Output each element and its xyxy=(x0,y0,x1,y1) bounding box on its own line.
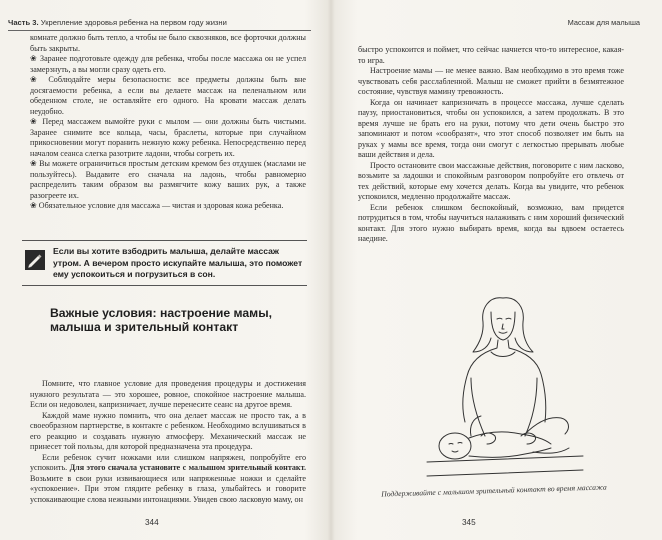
paragraph: Просто остановите свои массажные действия, поговорите с ним ласково, возьмите за ладошки и спокойным разговором попробуйте его отвлечь от тех действий, которые ему хочется делать. Когда вы увидите, что ребенок успокоился, медленно продолжайте массаж. xyxy=(358,160,624,201)
paragraph: Настроение мамы — не менее важно. Вам необходимо в это время тоже чувствовать себя расслабленной. Малыш не сможет прийти в безмятежное состояние, чувствуя мамину тревожность. xyxy=(358,66,624,96)
left-page xyxy=(0,0,330,540)
paragraph xyxy=(30,453,306,506)
paragraph: Если ребенок слишком беспокойный, возможно, вам придется потрудиться в том, чтобы научиться налаживать с ним хороший физический контакт. Для этого нужно выбирать время, когда вы вдвоем остаетесь наедине. xyxy=(358,202,624,243)
paragraph-end: Возьмите в свои руки извивающиеся или напряженные ножки и сделайте «успокоение». При этом глядите ребенку в глаза, улыбайтесь и говорите успокаивающие слова нежными интонациями. Увидев свою ласковую маму, он xyxy=(30,473,306,504)
part-title: Укрепление здоровья ребенка на первом году жизни xyxy=(40,18,227,27)
bullet-paragraph: ❀ Соблюдайте меры безопасности: все предметы должны быть вне досягаемости ребенка, а если вы делаете массаж на пеленальном или обеденном столе, не оставляйте его одного. На кровати массаж делать неудобно. xyxy=(30,75,306,116)
running-header-right: Массаж для малыша xyxy=(567,18,640,27)
right-text xyxy=(358,45,624,245)
paragraph: быстро успокоится и поймет, что сейчас начнется что-то интересное, какая-то игра. xyxy=(358,45,624,65)
paragraph: Каждой маме нужно помнить, что она делает массаж не просто так, а в своеобразном партнерстве, в контакте с ребенком. Необходимо вслушиваться в его реакцию и создавать нужную атмосферу. Механический массаж не принесет той пользы, для которой предназначена эта процедура. xyxy=(30,410,306,451)
tip-text: Если вы хотите взбодрить малыша, делайте массаж утром. А вечером просто искупайте малыша, это поможет ему успокоиться и погрузиться в сон. xyxy=(53,246,303,279)
mother-baby-illustration xyxy=(425,286,585,491)
page-number-left: 344 xyxy=(145,518,159,527)
figure-caption: Поддерживайте с малышом зрительный контакт во время массажа xyxy=(381,482,607,499)
header-rule xyxy=(8,30,311,31)
part-label: Часть 3. xyxy=(8,18,39,27)
bullet-paragraph: ❀ Обязательное условие для массажа — чистая и здоровая кожа ребенка. xyxy=(30,201,284,210)
running-header-left xyxy=(8,18,308,27)
emphasis: Для этого сначала установите с малышом зрительный контакт. xyxy=(69,463,306,472)
paragraph: комнате должно быть тепло, а чтобы не было сквозняков, все форточки должны быть закрыты. xyxy=(30,33,306,53)
pencil-icon xyxy=(24,249,46,271)
left-text-bottom xyxy=(30,379,306,505)
paragraph: Когда он начинает капризничать в процессе массажа, лучше сделать паузу, приостановиться, чтобы он успокоился, а затем продолжать. В это время лучше не брать его на руки, потому что дети очень быстро это запоминают и потом «сообразят», что этот способ позволяет им быть на руках у мамы все время, тогда они смогут с легкостью прерывать любые ваши действия и дела. xyxy=(358,97,624,159)
bullet-paragraph: ❀ Вы можете ограничиться простым детским кремом без отдушек (маслами не пользуйтесь). Выдавите его сначала на ладонь, чтобы равномерно распределить таким образом вы размягчите кожу ваших рук, а также разогреете их. xyxy=(30,159,306,200)
tip-box xyxy=(22,240,307,286)
section-title: Важные условия: настроение мамы, малыша и зрительный контакт xyxy=(50,306,272,334)
paragraph-start: Если ребенок сучит ножками или слишком напряжен, попробуйте его успокоить. xyxy=(30,452,306,472)
paragraph: Помните, что главное условие для проведения процедуры и достижения нужного результата — это хорошее, ровное, спокойное настроение малыша. Если он недоволен, капризничает, лучше перенесите сеанс на другое время. xyxy=(30,379,306,409)
bullet-paragraph: ❀ Заранее подготовьте одежду для ребенка, чтобы после массажа он не успел замерзнуть, а вы могли сразу одеть его. xyxy=(30,54,306,74)
bullet-paragraph: ❀ Перед массажем вымойте руки с мылом — они должны быть чистыми. Заранее снимите все кольца, часы, браслеты, которые при случайном прикосновении могут поранить нежную кожу ребенка. Непосредственно перед началом сеанса слегка разотрите ладони, чтобы согреть их. xyxy=(30,117,306,158)
left-text-top xyxy=(30,33,306,212)
page-number-right: 345 xyxy=(462,518,476,527)
